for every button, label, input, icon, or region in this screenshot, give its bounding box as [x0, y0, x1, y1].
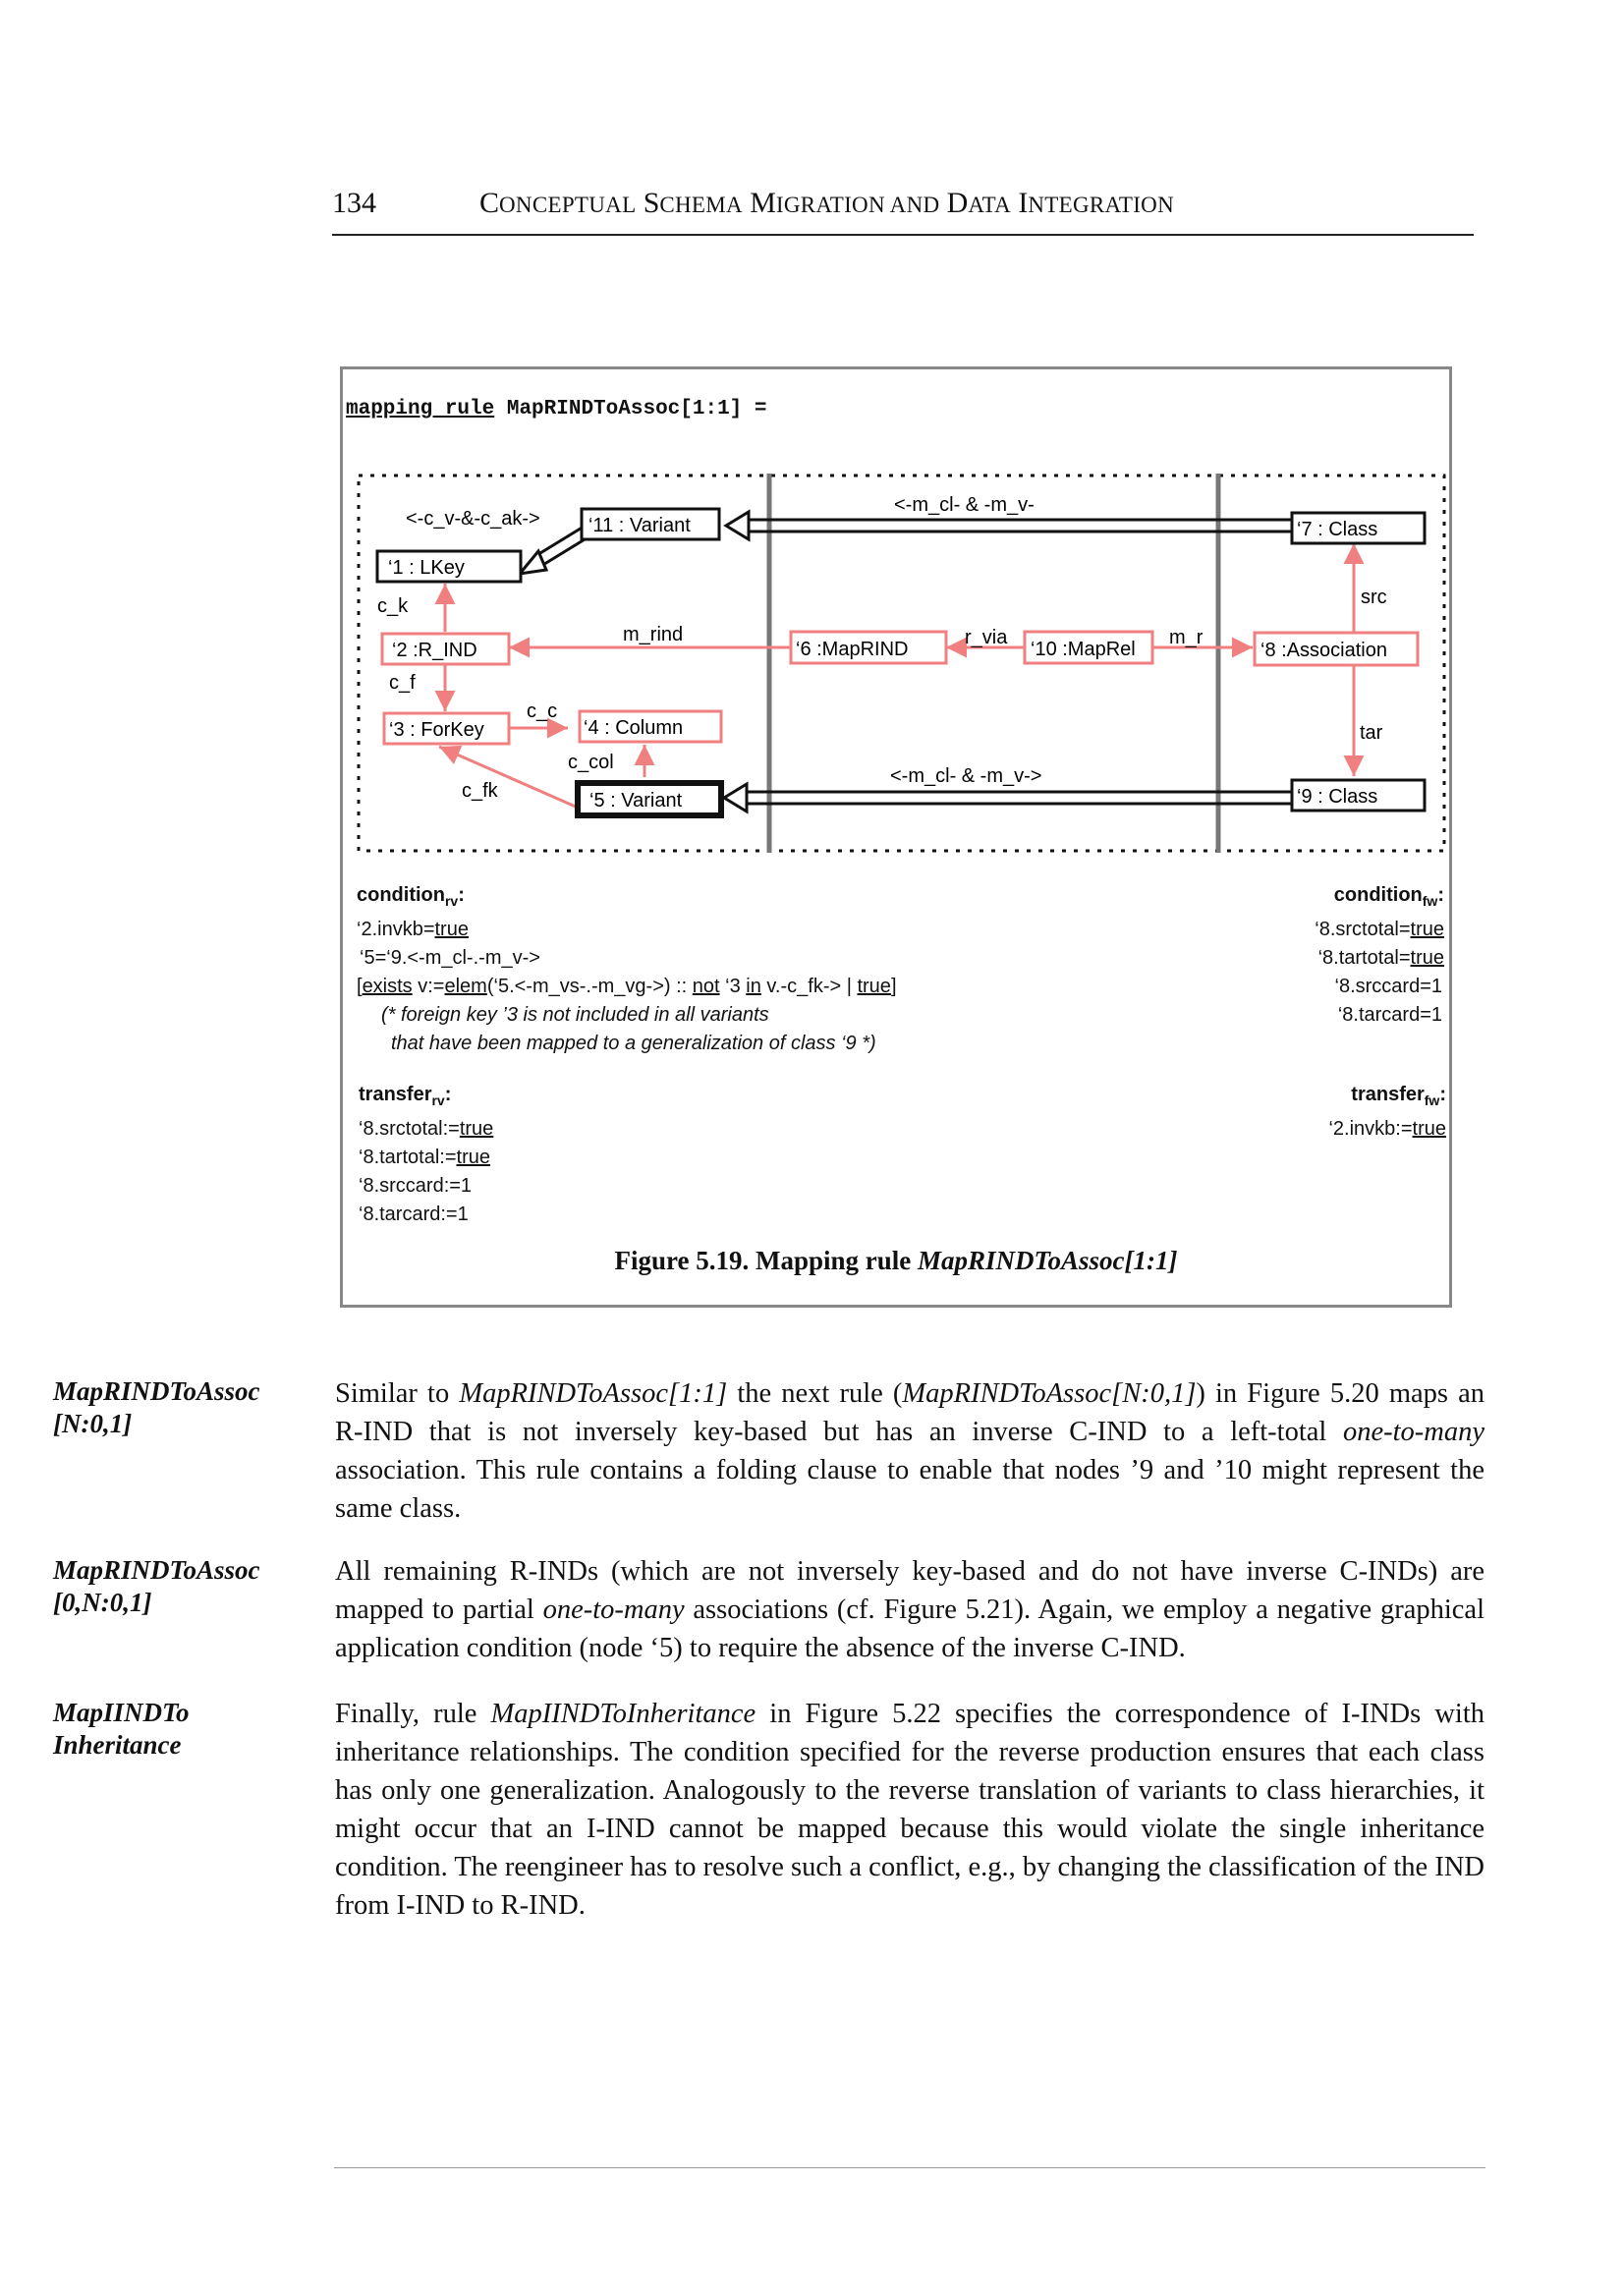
margin-note: MapIINDTo Inheritance [53, 1698, 190, 1760]
footer-rule [334, 2167, 1485, 2168]
transfer-rv-line: ‘8.srctotal:=true [359, 1118, 494, 1140]
svg-text:‘3 : ForKey: ‘3 : ForKey [389, 719, 484, 741]
edge-label-tar: tar [1360, 722, 1383, 744]
condition-rv [357, 881, 897, 1058]
condition-rv-line: ‘2.invkb=true [357, 919, 469, 940]
node-6-maprind [791, 632, 946, 663]
node-9-class [1292, 780, 1425, 811]
svg-text:‘10 :MapRel: ‘10 :MapRel [1031, 639, 1136, 660]
transfer-rv-heading: transfer$_{rv}$: [359, 1084, 452, 1108]
node-10-maprel [1025, 632, 1152, 663]
condition-fw-line: ‘8.tarcard=1 [1337, 1004, 1442, 1026]
condition-rv-line: ‘5=‘9.<-m_cl-.-m_v-> [360, 947, 540, 969]
svg-text:‘6 :MapRIND: ‘6 :MapRIND [796, 639, 909, 660]
transfer-rv [359, 1081, 493, 1229]
edge-label-top-path: <-m_cl- & -m_v- [894, 494, 1035, 516]
edge-label-c-f: c_f [389, 672, 416, 694]
top-path-arrowhead [726, 512, 749, 539]
node-7-class [1292, 513, 1425, 543]
node-1-lkey [377, 551, 521, 582]
rule-name: MapRINDToAssoc[1:1] = [506, 398, 767, 420]
edge-label-c-v-ak: <-c_v-&-c_ak-> [406, 508, 540, 530]
edge-label-c-c: c_c [527, 700, 558, 722]
margin-note: MapRINDToAssoc [0,N:0,1] [53, 1555, 260, 1617]
running-head-word: SCHEMA [643, 187, 743, 219]
edge-label-c-fk: c_fk [462, 780, 498, 802]
svg-text:‘2 :R_IND: ‘2 :R_IND [392, 640, 477, 661]
margin-note: MapRINDToAssoc [N:0,1] [53, 1376, 260, 1438]
condition-rv-comment: (* foreign key ’3 is not included in all variants [381, 1004, 769, 1026]
running-head [479, 187, 1174, 220]
mapping-diagram [346, 462, 1446, 865]
edge-label-m-r: m_r [1169, 627, 1204, 648]
node-5-variant [578, 783, 721, 815]
transfer-fw [1179, 1081, 1446, 1144]
edge-label-r-via: r_via [965, 627, 1008, 648]
edge-label-c-col: c_col [568, 752, 614, 773]
edge-label-src: src [1361, 587, 1387, 608]
transfer-fw-line: ‘2.invkb:=true [1328, 1118, 1446, 1140]
running-head-word: INTEGRATION [1018, 187, 1174, 219]
node-3-forkey [384, 713, 509, 744]
condition-rv-heading: condition$_{rv}$: [357, 884, 465, 909]
condition-fw-heading: condition$_{fw}$: [1333, 884, 1444, 909]
node-11-variant [582, 509, 719, 539]
running-head-word: CONCEPTUAL [479, 187, 637, 219]
svg-text:‘7 : Class: ‘7 : Class [1297, 519, 1378, 540]
condition-fw-line: ‘8.srccard=1 [1334, 976, 1442, 997]
figure-caption: Figure 5.19. Mapping rule MapRINDToAssoc[1:1] [614, 1246, 1178, 1275]
running-head-word: DATA [946, 187, 1012, 219]
svg-text:‘8 :Association: ‘8 :Association [1260, 640, 1387, 661]
node-8-association [1255, 633, 1418, 665]
svg-text:‘11 : Variant: ‘11 : Variant [588, 515, 691, 536]
condition-fw-line: ‘8.srctotal=true [1315, 919, 1444, 940]
node-4-column [580, 711, 721, 742]
condition-fw [1179, 881, 1444, 1030]
rule-title [346, 398, 767, 420]
edge-label-c-k: c_k [377, 595, 409, 617]
page-number: 134 [332, 187, 376, 219]
bottom-path-arrowhead [724, 784, 747, 812]
edge-label-bottom-path: <-m_cl- & -m_v-> [890, 765, 1042, 787]
transfer-fw-heading: transfer$_{fw}$: [1351, 1084, 1446, 1108]
rule-keyword: mapping rule [346, 398, 495, 420]
node-2-r-ind [382, 634, 509, 664]
condition-rv-comment: that have been mapped to a generalization of class ‘9 *) [391, 1033, 876, 1054]
paragraph: Finally, rule MapIINDToInheritance in Figure 5.22 specifies the correspondence of I-INDs with inheritance relationships. The condition specified for the reverse production ensures that each class has only one generalization. Analogously to the reverse translation of variants to class hierarchies, it might occur that an I-IND cannot be mapped because this would violate the single inheritance condition. The reengineer has to resolve such a conflict, e.g., by changing the classification of the IND from I-IND to R-IND. [335, 1699, 1484, 1921]
transfer-rv-line: ‘8.tarcard:=1 [359, 1203, 469, 1225]
condition-rv-line: [exists v:=elem(‘5.<-m_vs-.-m_vg->) :: not ‘3 in v.-c_fk-> | true] [357, 976, 897, 997]
svg-text:‘9 : Class: ‘9 : Class [1297, 786, 1378, 808]
condition-fw-line: ‘8.tartotal=true [1317, 947, 1444, 969]
transfer-rv-line: ‘8.tartotal:=true [359, 1147, 490, 1168]
paragraph: Similar to MapRINDToAssoc[1:1] the next rule (MapRINDToAssoc[N:0,1]) in Figure 5.20 maps an R-IND that is not inversely key-based but has an inverse C-IND to a left-total one-to-many association. This rule contains a folding clause to enable that nodes ’9 and ’10 might represent the same class. [335, 1378, 1484, 1524]
svg-text:‘1 : LKey: ‘1 : LKey [388, 557, 465, 579]
header-rule [332, 234, 1474, 236]
svg-text:‘5 : Variant: ‘5 : Variant [589, 790, 683, 812]
transfer-rv-line: ‘8.srccard:=1 [359, 1175, 473, 1197]
c-fk-edge [439, 747, 578, 808]
variant-lkey-arrowhead [520, 551, 546, 574]
svg-text:‘4 : Column: ‘4 : Column [584, 717, 684, 739]
paragraph: All remaining R-INDs (which are not inversely key-based and do not have inverse C-INDs) are mapped to partial one-to-many associations (cf. Figure 5.21). Again, we employ a negative graphical application condition (node ‘5) to require the absence of the inverse C-IND. [335, 1556, 1485, 1663]
edge-label-m-rind: m_rind [623, 624, 684, 645]
running-head-word: MIGRATION AND [750, 187, 940, 219]
